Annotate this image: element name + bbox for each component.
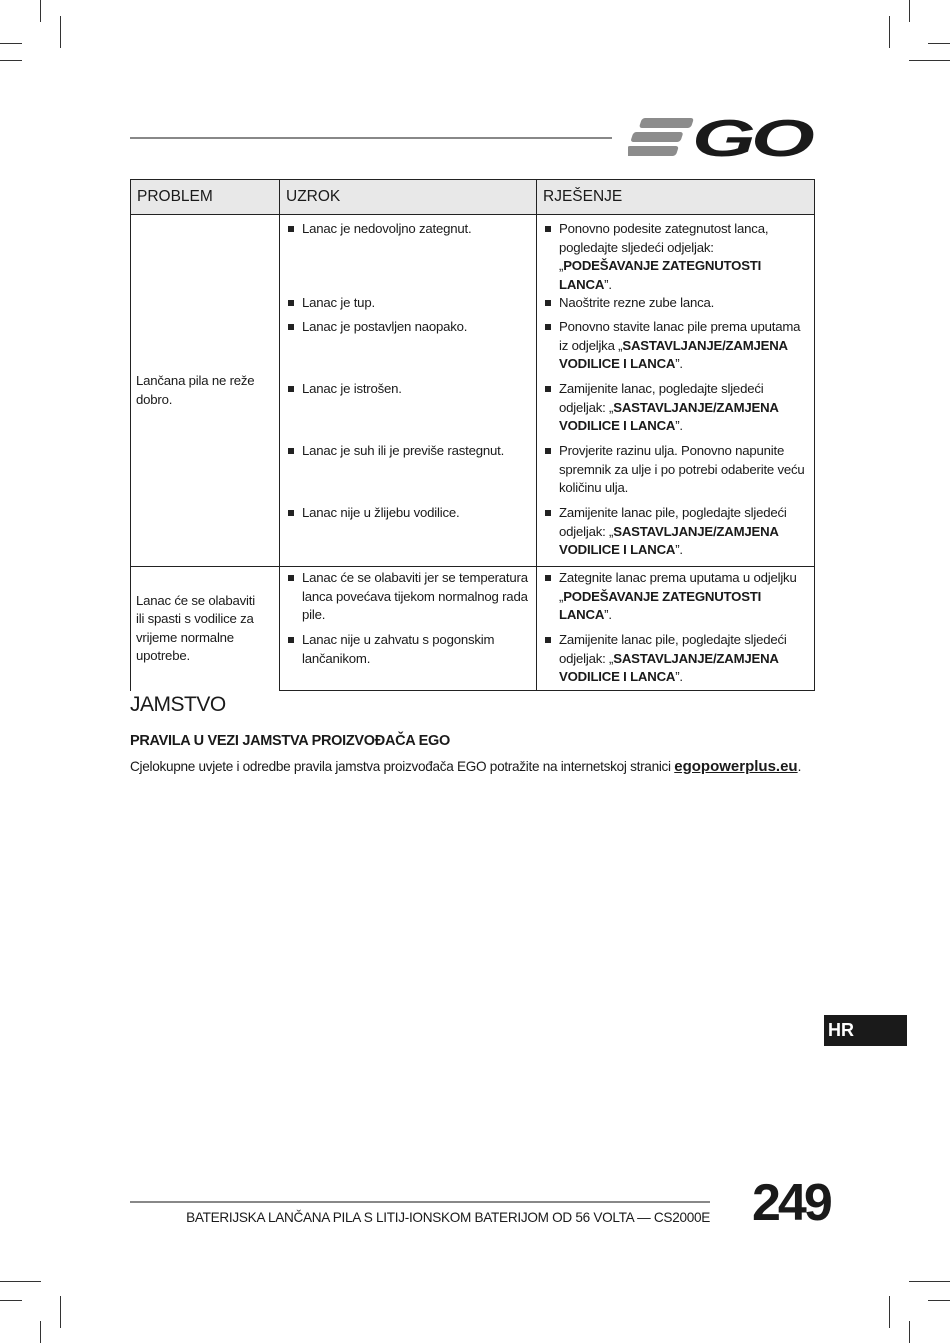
crop-mark (928, 43, 950, 44)
bullet-icon (545, 510, 551, 516)
crop-mark (889, 16, 890, 48)
crop-mark (60, 16, 61, 48)
crop-mark (40, 0, 41, 22)
crop-mark (909, 0, 910, 22)
crop-mark (0, 60, 22, 61)
crop-mark (889, 1296, 890, 1328)
bullet-icon (288, 324, 294, 330)
cause-cell: Lanac je istrošen. (280, 380, 537, 442)
table-header-row (131, 180, 815, 215)
cause-cell: Lanac nije u žlijebu vodilice. (280, 504, 537, 567)
crop-mark (0, 1281, 41, 1282)
ego-logo (628, 112, 814, 162)
crop-mark (60, 1296, 61, 1328)
bullet-icon (288, 300, 294, 306)
bullet-icon (545, 386, 551, 392)
problem-cell: Lančana pila ne reže dobro. (131, 215, 280, 567)
header-cause: UZROK (280, 180, 537, 215)
bullet-icon (545, 448, 551, 454)
crop-mark (909, 60, 950, 61)
solution-cell: Ponovno podesite zategnutost lanca, pogledajte sljedeći odjeljak: „PODEŠAVANJE ZATEGNUTOSTI LANCA”. (537, 215, 815, 295)
warranty-text: Cjelokupne uvjete i odredbe pravila jamstva proizvođača EGO potražite na internetskoj stranici egopowerplus.eu. (130, 758, 802, 775)
table-row (131, 215, 815, 295)
cause-cell: Lanac je tup. (280, 294, 537, 318)
crop-mark (928, 1300, 950, 1301)
cause-cell: Lanac će se olabaviti jer se temperatura lanca povećava tijekom normalnog rada pile. (280, 567, 537, 632)
section-title: JAMSTVO (130, 693, 226, 716)
language-tab: HR (824, 1015, 907, 1046)
bullet-icon (288, 510, 294, 516)
troubleshooting-table (130, 179, 815, 691)
header-solution: RJEŠENJE (537, 180, 815, 215)
bullet-icon (288, 448, 294, 454)
header-problem: PROBLEM (131, 180, 280, 215)
footer-rule (130, 1201, 710, 1203)
solution-cell: Zamijenite lanac pile, pogledajte sljedeći odjeljak: „SASTAVLJANJE/ZAMJENA VODILICE I LANCA”. (537, 631, 815, 691)
crop-mark (0, 43, 22, 44)
cause-cell: Lanac nije u zahvatu s pogonskim lančanikom. (280, 631, 537, 691)
footer-text: BATERIJSKA LANČANA PILA S LITIJ-IONSKOM BATERIJOM OD 56 VOLTA — CS2000E (186, 1210, 710, 1225)
crop-mark (909, 1321, 910, 1343)
bullet-icon (288, 226, 294, 232)
solution-cell: Zategnite lanac prema uputama u odjeljku „PODEŠAVANJE ZATEGNUTOSTI LANCA”. (537, 567, 815, 632)
crop-mark (0, 1300, 22, 1301)
warranty-link[interactable]: egopowerplus.eu (674, 758, 798, 775)
cause-cell: Lanac je nedovoljno zategnut. (280, 215, 537, 295)
problem-cell: Lanac će se olabaviti ili spasti s vodilice za vrijeme normalne upotrebe. (131, 567, 280, 691)
solution-cell: Zamijenite lanac, pogledajte sljedeći odjeljak: „SASTAVLJANJE/ZAMJENA VODILICE I LANCA”. (537, 380, 815, 442)
section-subtitle: PRAVILA U VEZI JAMSTVA PROIZVOĐAČA EGO (130, 733, 450, 749)
header-rule (130, 137, 612, 139)
svg-text:GO: GO (692, 112, 814, 162)
bullet-icon (545, 575, 551, 581)
bullet-icon (288, 386, 294, 392)
crop-mark (40, 1321, 41, 1343)
cause-cell: Lanac je suh ili je previše rastegnut. (280, 442, 537, 504)
bullet-icon (545, 300, 551, 306)
solution-cell: Zamijenite lanac pile, pogledajte sljedeći odjeljak: „SASTAVLJANJE/ZAMJENA VODILICE I LANCA”. (537, 504, 815, 567)
bullet-icon (545, 324, 551, 330)
solution-cell: Provjerite razinu ulja. Ponovno napunite spremnik za ulje i po potrebi odaberite veću količinu ulja. (537, 442, 815, 504)
bullet-icon (545, 226, 551, 232)
solution-cell: Ponovno stavite lanac pile prema uputama iz odjeljka „SASTAVLJANJE/ZAMJENA VODILICE I LANCA”. (537, 318, 815, 380)
cause-cell: Lanac je postavljen naopako. (280, 318, 537, 380)
bullet-icon (545, 637, 551, 643)
bullet-icon (288, 637, 294, 643)
page-number: 249 (752, 1174, 830, 1232)
crop-mark (909, 1281, 950, 1282)
bullet-icon (288, 575, 294, 581)
table-row (131, 567, 815, 632)
solution-cell: Naoštrite rezne zube lanca. (537, 294, 815, 318)
